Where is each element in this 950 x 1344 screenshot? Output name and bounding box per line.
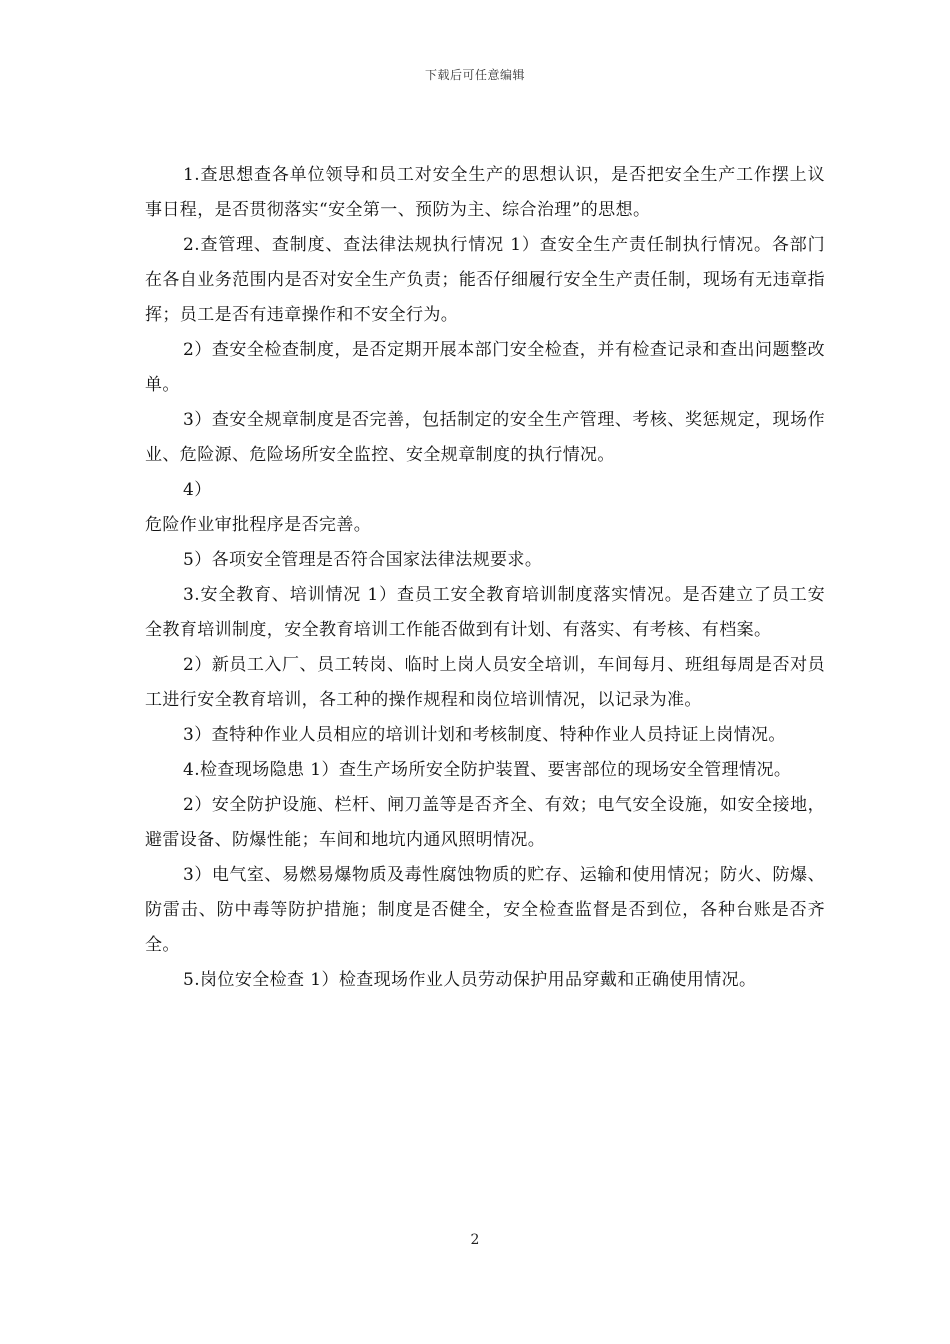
page-number: 2 <box>470 1232 480 1248</box>
paragraph-5: 4） <box>183 480 212 500</box>
paragraph-8: 3.安全教育、培训情况 1）查员工安全教育培训制度落实情况。是否建立了员工安全教育培训制度，安全教育培训工作能否做到有计划、有落实、有考核、有档案。 <box>145 585 825 640</box>
paragraph-2: 2.查管理、查制度、查法律法规执行情况 1）查安全生产责任制执行情况。各部门在各自业务范围内是否对安全生产负责；能否仔细履行安全生产责任制，现场有无违章指挥；员工是否有违章操作和不安全行为。 <box>145 235 825 325</box>
paragraph-4: 3）查安全规章制度是否完善，包括制定的安全生产管理、考核、奖惩规定，现场作业、危险源、危险场所安全监控、安全规章制度的执行情况。 <box>145 410 825 465</box>
page-header: 下载后可任意编辑 <box>424 68 525 82</box>
paragraph-12: 2）安全防护设施、栏杆、闸刀盖等是否齐全、有效；电气安全设施，如安全接地，避雷设备、防爆性能；车间和地坑内通风照明情况。 <box>145 795 825 850</box>
paragraph-9: 2）新员工入厂、员工转岗、临时上岗人员安全培训，车间每月、班组每周是否对员工进行安全教育培训，各工种的操作规程和岗位培训情况，以记录为准。 <box>145 655 825 710</box>
paragraph-10: 3）查特种作业人员相应的培训计划和考核制度、特种作业人员持证上岗情况。 <box>183 725 786 745</box>
paragraph-7: 5）各项安全管理是否符合国家法律法规要求。 <box>183 550 543 570</box>
paragraph-3: 2）查安全检查制度，是否定期开展本部门安全检查，并有检查记录和查出问题整改单。 <box>145 340 825 395</box>
document-body <box>145 158 825 998</box>
paragraph-6: 危险作业审批程序是否完善。 <box>145 515 372 535</box>
paragraph-1: 1.查思想查各单位领导和员工对安全生产的思想认识，是否把安全生产工作摆上议事日程，是否贯彻落实“安全第一、预防为主、综合治理”的思想。 <box>145 165 825 220</box>
paragraph-13: 3）电气室、易燃易爆物质及毒性腐蚀物质的贮存、运输和使用情况；防火、防爆、防雷击、防中毒等防护措施；制度是否健全，安全检查监督是否到位，各种台账是否齐全。 <box>145 865 825 955</box>
paragraph-14: 5.岗位安全检查 1）检查现场作业人员劳动保护用品穿戴和正确使用情况。 <box>183 970 757 990</box>
paragraph-11: 4.检查现场隐患 1）查生产场所安全防护装置、要害部位的现场安全管理情况。 <box>183 760 792 780</box>
